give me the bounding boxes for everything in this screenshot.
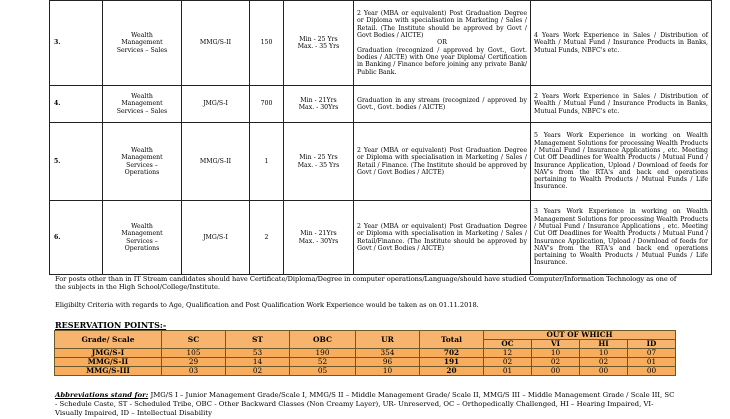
- age-limit-line: Max. - 30Yrs: [298, 237, 339, 245]
- reservation-cell-obc: 190: [290, 349, 356, 358]
- header-id: ID: [628, 340, 676, 349]
- header-hi: HI: [580, 340, 628, 349]
- post-row: [50, 123, 712, 201]
- post-name-line: Management: [121, 39, 163, 47]
- post-vacancies: 150: [250, 1, 284, 86]
- age-limit-line: Max. - 30Yrs: [298, 104, 339, 111]
- post-name-line: Services –: [126, 161, 158, 169]
- age-limit-line: Min - 25 Yrs: [299, 154, 338, 162]
- post-vacancies: 700: [250, 86, 284, 123]
- reservation-cell-vi: 10: [532, 349, 580, 358]
- reservation-cell-st: 53: [226, 349, 290, 358]
- post-name-line: Wealth: [131, 93, 153, 101]
- post-serial-number: 5.: [50, 123, 103, 201]
- reservation-cell-total: 20: [420, 367, 484, 376]
- post-name-line: Management: [121, 100, 163, 108]
- reservation-row: [55, 358, 676, 367]
- post-name: [103, 123, 182, 201]
- post-age-limit: [284, 201, 354, 275]
- post-experience: 4 Years Work Experience in Sales / Distribution of Wealth / Mutual Fund / Insurance Products in Banks, Mutual Funds, NBFC's etc.: [531, 1, 712, 86]
- post-name-line: Services – Sales: [116, 107, 168, 115]
- reservation-cell-sc: 03: [162, 367, 226, 376]
- post-name-line: Management: [121, 154, 163, 162]
- reservation-cell-oc: 02: [484, 358, 532, 367]
- post-grade: JMG/S-I: [182, 86, 250, 123]
- abbreviations-note: [55, 391, 675, 418]
- post-serial-number: 6.: [50, 201, 103, 275]
- reservation-cell-st: 02: [226, 367, 290, 376]
- note-other-posts: For posts other than in IT Stream candidates should have Certificate/Diploma/Degree in computer operations/Language/should have studied Computer/Information Technology as one of the subjects in the High School/College/Institute.: [55, 275, 677, 291]
- post-name-line: Wealth: [131, 32, 153, 40]
- reservation-cell-hi: 02: [580, 358, 628, 367]
- post-name-line: Services – Sales: [116, 46, 168, 54]
- reservation-cell-hi: 00: [580, 367, 628, 376]
- age-limit-line: Min - 25 Yrs: [299, 35, 338, 43]
- reservation-cell-obc: 05: [290, 367, 356, 376]
- reservation-row: [55, 367, 676, 376]
- reservation-cell-st: 14: [226, 358, 290, 367]
- reservation-cell-id: 07: [628, 349, 676, 358]
- reservation-cell-total: 702: [420, 349, 484, 358]
- reservation-cell-sc: 105: [162, 349, 226, 358]
- post-experience: 5 Years Work Experience in working on Wealth Management Solutions for processing Wealth Products / Mutual Fund / Insurance Applications , etc. Meeting Cut Off Deadlines for Wealth Products / Mutual Fund / Insurance Application, Upload / Download of feeds for NAV's from the RTA's and back end operations pertaining to Wealth Products / Mutual Funds / Life Insurance.: [531, 123, 712, 201]
- post-row: [50, 1, 712, 86]
- header-sc: SC: [162, 331, 226, 349]
- reservation-cell-grade: JMG/S-I: [55, 349, 162, 358]
- abbreviations-label: Abbreviations stand for:: [55, 391, 149, 399]
- note-eligibility: Eligibilty Criteria with regards to Age, Qualification and Post Qualification Work Experience would be taken as on 01.11.2018.: [55, 301, 479, 309]
- post-grade: JMG/S-I: [182, 201, 250, 275]
- post-qualification: [354, 123, 531, 201]
- posts-table: [49, 0, 712, 275]
- post-grade: MMG/S-II: [182, 1, 250, 86]
- post-grade: MMG/S-II: [182, 123, 250, 201]
- qualification-paragraph: Graduation in any stream (recognized / approved by Govt., Govt. bodies / AICTE): [357, 96, 527, 111]
- header-oc: OC: [484, 340, 532, 349]
- age-limit-line: Max. - 35 Yrs: [297, 43, 340, 50]
- post-name-line: Services –: [126, 237, 158, 245]
- post-name-line: Operations: [124, 244, 160, 252]
- post-row: [50, 86, 712, 123]
- post-name-line: Operations: [124, 168, 160, 176]
- reservation-cell-ur: 96: [356, 358, 420, 367]
- header-grade-scale: Grade/ Scale: [55, 331, 162, 349]
- reservation-cell-oc: 01: [484, 367, 532, 376]
- post-vacancies: 2: [250, 201, 284, 275]
- abbreviations-text: JMG/S I – Junior Management Grade/Scale I, MMG/S II – Middle Management Grade/ Scale II, MMG/S III – Middle Management Grade / Scale III, SC - Schedule Caste, ST - Scheduled Tribe, OBC - Other Backward Classes (Non Creamy Layer), UR- Unreserved, OC – Orthopedically Challenged, HI – Hearing Impaired, VI-Visually Impaired, ID – Intellectual Disability: [55, 391, 675, 417]
- reservation-cell-vi: 00: [532, 367, 580, 376]
- post-age-limit: [284, 123, 354, 201]
- reservation-title: RESERVATION POINTS:-: [55, 320, 167, 330]
- reservation-cell-obc: 52: [290, 358, 356, 367]
- age-limit-line: Max. - 35 Yrs: [297, 161, 340, 169]
- header-out-of-which: OUT OF WHICH: [484, 331, 676, 340]
- post-qualification: [354, 1, 531, 86]
- reservation-cell-grade: MMG/S-II: [55, 358, 162, 367]
- qualification-paragraph: 2 Year (MBA or equivalent) Post Graduation Degree or Diploma with specialisation in Marketing / Sales / Retail / Finance. (The Institute should be approved by Govt / Govt Bodies / AICTE): [357, 146, 527, 176]
- header-obc: OBC: [290, 331, 356, 349]
- reservation-table: [54, 330, 676, 376]
- header-ur: UR: [356, 331, 420, 349]
- post-name: [103, 86, 182, 123]
- qualification-paragraph: 2 Year (MBA or equivalent) Post Graduation Degree or Diploma with specialisation in Marketing / Sales / Retail. (The Institute should be approved by Govt / Govt Bodies / AICTE): [357, 10, 527, 40]
- reservation-cell-ur: 10: [356, 367, 420, 376]
- post-qualification: [354, 86, 531, 123]
- post-age-limit: [284, 1, 354, 86]
- post-vacancies: 1: [250, 123, 284, 201]
- reservation-cell-total: 191: [420, 358, 484, 367]
- header-vi: VI: [532, 340, 580, 349]
- post-row: [50, 201, 712, 275]
- qualification-paragraph: OR: [437, 39, 447, 47]
- header-st: ST: [226, 331, 290, 349]
- reservation-cell-id: 01: [628, 358, 676, 367]
- post-name-line: Wealth: [131, 222, 153, 230]
- qualification-paragraph: 2 Year (MBA or equivalent) Post Graduation Degree or Diploma with specialisation in Marketing / Sales / Retail/Finance. (The Institute should be approved by Govt / Govt Bodies / AICTE): [357, 222, 527, 252]
- post-qualification: [354, 201, 531, 275]
- post-age-limit: [284, 86, 354, 123]
- post-name: [103, 201, 182, 275]
- post-name-line: Wealth: [131, 146, 153, 154]
- post-name-line: Management: [121, 230, 163, 238]
- qualification-paragraph: Graduation (recognized / approved by Govt., Govt. bodies / AICTE) with One year Diploma/ Certification in Banking / Finance before joining any private Bank/ Public Bank.: [357, 46, 527, 76]
- reservation-row: [55, 349, 676, 358]
- post-name: [103, 1, 182, 86]
- reservation-cell-ur: 354: [356, 349, 420, 358]
- age-limit-line: Min - 21Yrs: [300, 230, 337, 238]
- post-serial-number: 3.: [50, 1, 103, 86]
- reservation-cell-hi: 10: [580, 349, 628, 358]
- age-limit-line: Min - 21Yrs: [300, 96, 337, 104]
- reservation-cell-id: 00: [628, 367, 676, 376]
- reservation-cell-grade: MMG/S-III: [55, 367, 162, 376]
- post-experience: 2 Years Work Experience in Sales / Distribution of Wealth / Mutual Fund / Insurance Products in Banks, Mutual Funds, NBFC's etc.: [531, 86, 712, 123]
- post-experience: 3 Years Work Experience in working on Wealth Management Solutions for processing Wealth Products / Mutual Fund / Insurance Applications , etc. Meeting Cut Off Deadlines for Wealth Products / Mutual Fund / Insurance Application, Upload / Download of feeds for NAV's from the RTA's and back end operations pertaining to Wealth Products / Mutual Funds / Life Insurance.: [531, 201, 712, 275]
- header-total: Total: [420, 331, 484, 349]
- post-serial-number: 4.: [50, 86, 103, 123]
- reservation-cell-oc: 12: [484, 349, 532, 358]
- reservation-cell-sc: 29: [162, 358, 226, 367]
- reservation-cell-vi: 02: [532, 358, 580, 367]
